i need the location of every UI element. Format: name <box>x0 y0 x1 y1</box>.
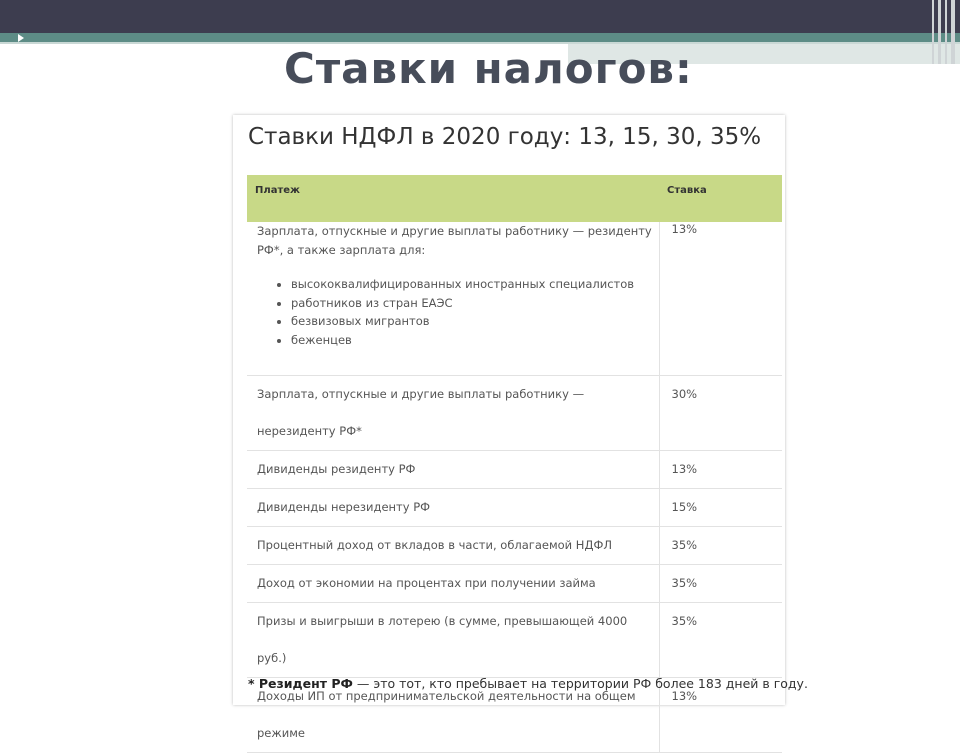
tax-rates-table <box>247 175 782 753</box>
teal-accent-bar <box>0 33 960 42</box>
table-row <box>247 222 782 376</box>
panel-heading: Ставки НДФЛ в 2020 году: 13, 15, 30, 35% <box>248 124 762 150</box>
payment-text: Зарплата, отпускные и другие выплаты работнику — резиденту РФ*, а также зарплата для: <box>257 224 652 257</box>
table-row <box>247 489 782 527</box>
bullet-list <box>257 275 653 349</box>
rate-cell: 13% <box>659 451 782 489</box>
rate-cell: 15% <box>659 489 782 527</box>
column-header-payment: Платеж <box>247 175 659 222</box>
list-item: • беженцев <box>291 331 653 350</box>
footnote-definition: — это тот, кто пребывает на территории РФ более 183 дней в году. <box>352 676 808 691</box>
table-row <box>247 376 782 451</box>
list-item: • работников из стран ЕАЭС <box>291 294 653 313</box>
payment-cell: Доход от экономии на процентах при получении займа <box>247 565 659 603</box>
column-header-rate: Ставка <box>659 175 782 222</box>
payment-cell: Призы и выигрыши в лотерею (в сумме, превышающей 4000 руб.) <box>247 603 659 678</box>
table-header-row <box>247 175 782 222</box>
decorative-corner-lines <box>928 0 960 64</box>
list-item: • безвизовых мигрантов <box>291 312 653 331</box>
slide-title: Ставки налогов: <box>284 44 693 93</box>
rate-cell: 13% <box>659 678 782 753</box>
payment-cell: Дивиденды нерезиденту РФ <box>247 489 659 527</box>
table-row <box>247 527 782 565</box>
payment-cell: Процентный доход от вкладов в части, облагаемой НДФЛ <box>247 527 659 565</box>
rate-cell: 30% <box>659 376 782 451</box>
table-row <box>247 565 782 603</box>
rate-cell: 35% <box>659 603 782 678</box>
payment-cell <box>247 222 659 376</box>
triangle-arrow-icon <box>18 34 24 42</box>
footnote-term: * Резидент РФ <box>248 676 353 691</box>
rate-cell: 13% <box>659 222 782 376</box>
footnote <box>248 676 808 691</box>
table-row <box>247 451 782 489</box>
top-dark-bar <box>0 0 960 33</box>
table-row <box>247 603 782 678</box>
list-item: • высококвалифицированных иностранных специалистов <box>291 275 653 294</box>
payment-cell: Зарплата, отпускные и другие выплаты работнику — нерезиденту РФ* <box>247 376 659 451</box>
payment-cell: Доходы ИП от предпринимательской деятельности на общем режиме <box>247 678 659 753</box>
rate-cell: 35% <box>659 527 782 565</box>
rate-cell: 35% <box>659 565 782 603</box>
payment-cell: Дивиденды резиденту РФ <box>247 451 659 489</box>
